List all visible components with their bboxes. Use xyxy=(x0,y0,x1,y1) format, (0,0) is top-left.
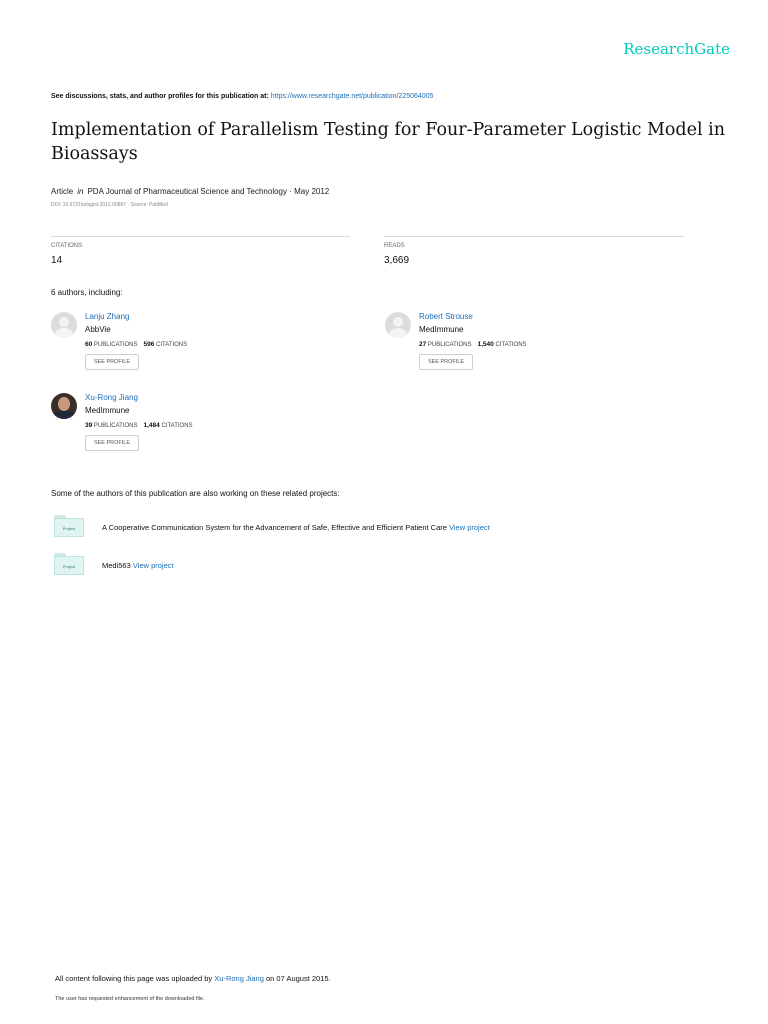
journal-date[interactable]: PDA Journal of Pharmaceutical Science and Technology · May 2012 xyxy=(87,187,330,196)
project-title: Medi563 xyxy=(102,561,131,570)
citations-count-label: CITATIONS xyxy=(161,423,193,429)
upload-suffix: on 07 August 2015. xyxy=(266,974,331,983)
author-name-link[interactable]: Lanju Zhang xyxy=(85,312,130,321)
publication-title: Implementation of Parallelism Testing for Four-Parameter Logistic Model in Bioassays xyxy=(51,120,726,164)
see-profile-button[interactable]: SEE PROFILE xyxy=(85,354,139,370)
doi-source: DOI: 10.5731/pdajpst.2012.00867 · Source: PubMed xyxy=(51,202,168,208)
publications-count: 39 xyxy=(85,422,93,429)
project-folder-label: Project xyxy=(62,526,76,531)
author-photo-avatar[interactable] xyxy=(51,393,77,419)
avatar-placeholder-icon[interactable] xyxy=(51,312,77,338)
citations-count: 596 xyxy=(143,341,155,348)
project-title: A Cooperative Communication System for the Advancement of Safe, Effective and Efficient Patient Care xyxy=(102,523,447,532)
citations-count-label: CITATIONS xyxy=(156,342,188,348)
project-description xyxy=(102,561,174,570)
publication-meta xyxy=(51,187,329,196)
citations-value: 14 xyxy=(51,255,63,266)
author-institution: AbbVie xyxy=(85,325,111,334)
author-stats xyxy=(419,341,527,348)
citations-count-label: CITATIONS xyxy=(495,342,527,348)
researchgate-logo[interactable]: ResearchGate xyxy=(623,40,730,58)
see-profile-button[interactable]: SEE PROFILE xyxy=(85,435,139,451)
enhancement-note: The user has requested enhancement of the downloaded file. xyxy=(55,996,205,1002)
project-folder-icon xyxy=(54,515,84,537)
author-name-link[interactable]: Xu-Rong Jiang xyxy=(85,393,138,402)
publications-label: PUBLICATIONS xyxy=(93,342,138,348)
authors-heading: 6 authors, including: xyxy=(51,288,123,297)
publications-label: PUBLICATIONS xyxy=(93,423,138,429)
author-institution: MedImmune xyxy=(419,325,464,334)
publication-url-link[interactable]: https://www.researchgate.net/publication/225064005 xyxy=(270,93,434,100)
reads-label: READS xyxy=(384,243,405,249)
citations-divider xyxy=(51,236,350,237)
project-description xyxy=(102,523,490,532)
author-name-link[interactable]: Robert Strouse xyxy=(419,312,473,321)
upload-prefix: All content following this page was uploaded by xyxy=(55,974,213,983)
publication-type: Article xyxy=(51,187,74,196)
see-profile-button[interactable]: SEE PROFILE xyxy=(419,354,473,370)
upload-notice xyxy=(55,974,331,983)
project-folder-label: Project xyxy=(62,564,76,569)
citations-label: CITATIONS xyxy=(51,243,83,249)
author-stats xyxy=(85,341,187,348)
view-project-link[interactable]: View project xyxy=(449,523,490,532)
citations-count: 1,484 xyxy=(143,422,160,429)
publications-label: PUBLICATIONS xyxy=(427,342,472,348)
in-word: in xyxy=(77,187,84,196)
reads-divider xyxy=(384,236,684,237)
publications-count: 60 xyxy=(85,341,93,348)
project-folder-icon xyxy=(54,553,84,575)
view-project-link[interactable]: View project xyxy=(132,561,174,570)
related-projects-heading: Some of the authors of this publication are also working on these related projects: xyxy=(51,489,340,498)
discussion-line xyxy=(51,93,433,100)
author-stats xyxy=(85,422,193,429)
reads-value: 3,669 xyxy=(384,255,410,266)
avatar-placeholder-icon[interactable] xyxy=(385,312,411,338)
citations-count: 1,540 xyxy=(477,341,494,348)
discussion-prefix: See discussions, stats, and author profiles for this publication at: xyxy=(51,93,269,100)
author-institution: MedImmune xyxy=(85,406,130,415)
publications-count: 27 xyxy=(419,341,427,348)
uploader-link[interactable]: Xu-Rong Jiang xyxy=(214,974,264,983)
